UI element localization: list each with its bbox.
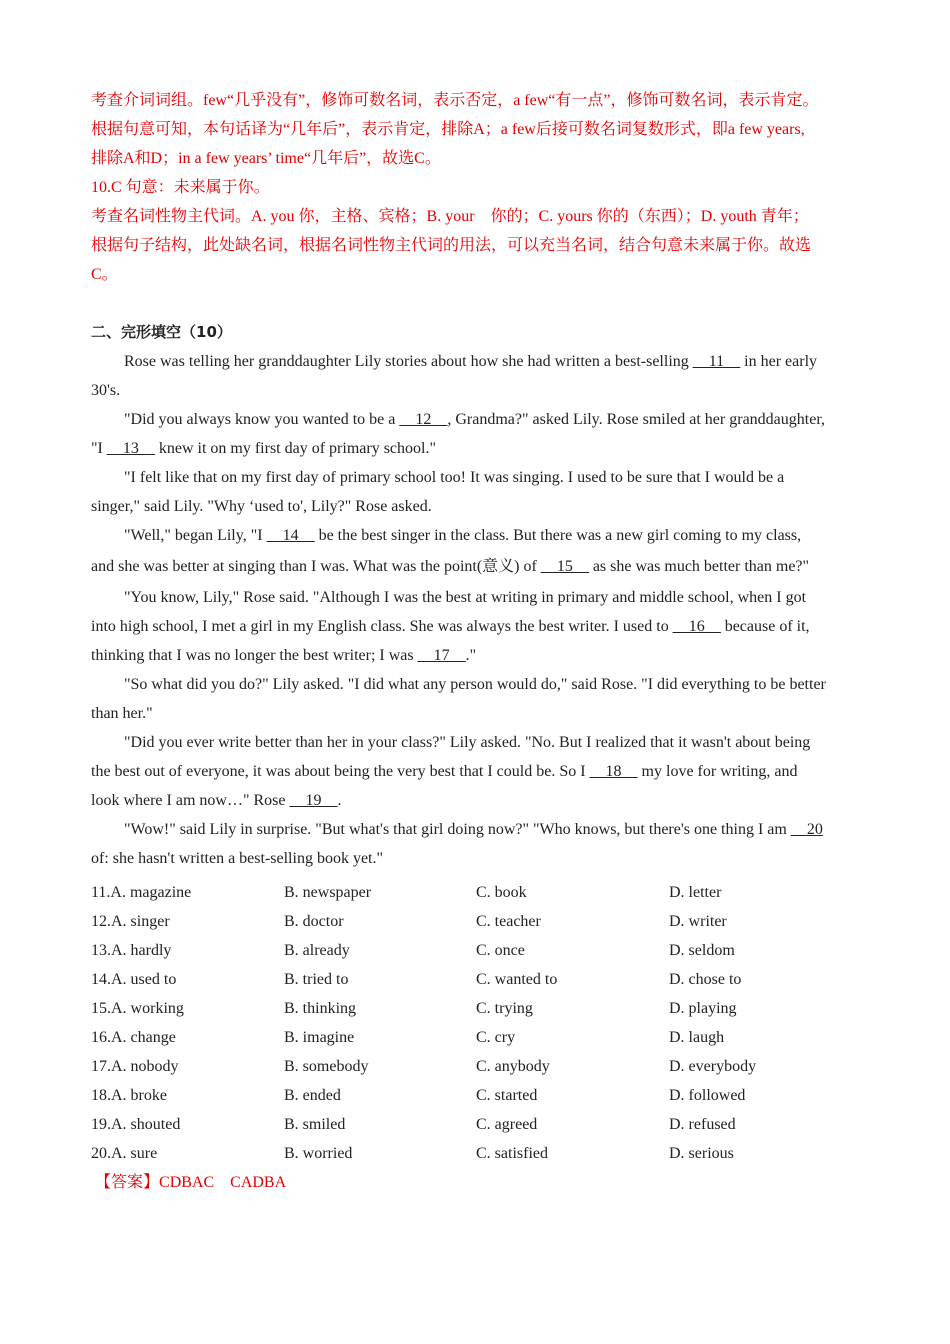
option-c: C. teacher xyxy=(476,913,541,930)
option-row xyxy=(91,965,861,994)
passage-text: Rose was telling her granddaughter Lily stories about how she had written a best-selling xyxy=(124,353,693,370)
passage-line xyxy=(91,641,861,670)
passage-line: "Did you ever write better than her in your class?" Lily asked. "No. But I realized that it wasn't about being xyxy=(124,734,811,751)
option-c: C. satisfied xyxy=(476,1145,548,1162)
option-row xyxy=(91,994,861,1023)
option-row xyxy=(91,1023,861,1052)
passage-text: , Grandma?" asked Lily. Rose smiled at her granddaughter, xyxy=(447,411,825,428)
passage-line: "I felt like that on my first day of primary school too! It was singing. I used to be sure that I would be a xyxy=(124,469,785,486)
option-d: D. followed xyxy=(669,1087,746,1104)
section-heading-wrap xyxy=(91,318,861,347)
explanation-line: 根据句子结构，此处缺名词，根据名词性物主代词的用法，可以充当名词，结合句意未来属于你。故选 xyxy=(91,237,812,254)
option-a: 14.A. used to xyxy=(91,971,177,988)
option-c: C. book xyxy=(476,884,527,901)
option-d: D. laugh xyxy=(669,1029,725,1046)
section-title: 二、完形填空（10） xyxy=(91,323,232,341)
blank-17: __17__ xyxy=(417,647,466,664)
option-a: 16.A. change xyxy=(91,1029,176,1046)
passage-line: "So what did you do?" Lily asked. "I did what any person would do," said Rose. "I did everything to be better xyxy=(124,676,826,693)
option-d: D. chose to xyxy=(669,971,742,988)
passage-text: "I xyxy=(91,440,107,457)
option-d: D. playing xyxy=(669,1000,737,1017)
explanation-line: 根据句意可知，本句话译为“几年后”，表示肯定，排除A；a few后接可数名词复数形式，即a few years, xyxy=(91,121,805,138)
passage-line xyxy=(91,757,861,786)
option-c: C. wanted to xyxy=(476,971,558,988)
explanation-line: C。 xyxy=(91,266,118,283)
passage-line: singer," said Lily. "Why ‘used to', Lily?" Rose asked. xyxy=(91,498,432,515)
blank-14: __14__ xyxy=(266,527,315,544)
passage-text: and she was better at singing than I was. What was the point(意义) of xyxy=(91,558,541,575)
passage-text: ." xyxy=(465,647,477,664)
option-row xyxy=(91,1081,861,1110)
cloze-passage xyxy=(91,347,861,873)
passage-line xyxy=(91,405,861,434)
option-d: D. letter xyxy=(669,884,722,901)
option-a: 13.A. hardly xyxy=(91,942,172,959)
answer-line xyxy=(95,1168,861,1197)
option-b: B. tried to xyxy=(284,971,349,988)
option-d: D. refused xyxy=(669,1116,736,1133)
option-a: 19.A. shouted xyxy=(91,1116,181,1133)
passage-line xyxy=(91,612,861,641)
option-b: B. newspaper xyxy=(284,884,372,901)
passage-line: than her." xyxy=(91,705,153,722)
answer-label: 【答案】 xyxy=(95,1174,160,1191)
option-c: C. agreed xyxy=(476,1116,538,1133)
blank-18: __18__ xyxy=(589,763,638,780)
option-a: 18.A. broke xyxy=(91,1087,167,1104)
blank-11: __11__ xyxy=(692,353,741,370)
option-a: 20.A. sure xyxy=(91,1145,158,1162)
passage-text: into high school, I met a girl in my English class. She was always the best writer. I used to xyxy=(91,618,673,635)
blank-16: __16__ xyxy=(672,618,721,635)
options-list xyxy=(91,878,861,1197)
passage-text: the best out of everyone, it was about being the very best that I could be. So I xyxy=(91,763,590,780)
explanation-line: 考查名词性物主代词。A. you 你，主格、宾格；B. your 你的；C. yours 你的（东西）；D. youth 青年； xyxy=(91,208,809,225)
option-b: B. ended xyxy=(284,1087,341,1104)
blank-12: __12__ xyxy=(399,411,448,428)
passage-line: of: she hasn't written a best-selling book yet." xyxy=(91,850,384,867)
option-a: 15.A. working xyxy=(91,1000,184,1017)
passage-text: knew it on my first day of primary school." xyxy=(154,440,437,457)
explanation-line: 排除A和D；in a few years’ time“几年后”，故选C。 xyxy=(91,150,441,167)
passage-text: "Well," began Lily, "I xyxy=(124,527,267,544)
option-b: B. worried xyxy=(284,1145,353,1162)
passage-text: . xyxy=(337,792,342,809)
passage-text: because of it, xyxy=(720,618,810,635)
passage-line: 30's. xyxy=(91,382,121,399)
option-a: 12.A. singer xyxy=(91,913,170,930)
option-row xyxy=(91,907,861,936)
explanation-line: 考查介词词组。few“几乎没有”，修饰可数名词，表示否定，a few“有一点”，修饰可数名词，表示肯定。 xyxy=(91,92,819,109)
passage-line xyxy=(91,347,861,376)
option-b: B. imagine xyxy=(284,1029,355,1046)
passage-text: as she was much better than me?" xyxy=(588,558,810,575)
option-b: B. doctor xyxy=(284,913,344,930)
passage-line: "You know, Lily," Rose said. "Although I was the best at writing in primary and middle school, when I got xyxy=(124,589,807,606)
blank-19: __19__ xyxy=(289,792,338,809)
option-a: 11.A. magazine xyxy=(91,884,192,901)
option-c: C. trying xyxy=(476,1000,533,1017)
option-row xyxy=(91,1110,861,1139)
option-row xyxy=(91,1052,861,1081)
option-row xyxy=(91,878,861,907)
passage-text: my love for writing, and xyxy=(637,763,798,780)
passage-line xyxy=(91,521,861,550)
option-c: C. anybody xyxy=(476,1058,550,1075)
passage-text: in her early xyxy=(740,353,818,370)
option-c: C. started xyxy=(476,1087,538,1104)
option-c: C. once xyxy=(476,942,525,959)
option-d: D. writer xyxy=(669,913,727,930)
option-row xyxy=(91,1139,861,1168)
option-d: D. serious xyxy=(669,1145,734,1162)
option-d: D. seldom xyxy=(669,942,735,959)
passage-text: thinking that I was no longer the best writer; I was xyxy=(91,647,418,664)
passage-line xyxy=(91,815,861,844)
option-b: B. already xyxy=(284,942,350,959)
blank-13: __13__ xyxy=(106,440,155,457)
passage-line xyxy=(91,550,861,583)
passage-text: be the best singer in the class. But there was a new girl coming to my class, xyxy=(314,527,802,544)
answer-value: CDBAC CADBA xyxy=(159,1174,287,1191)
option-row xyxy=(91,936,861,965)
passage-line xyxy=(91,786,861,815)
option-a: 17.A. nobody xyxy=(91,1058,179,1075)
explanation-line: 10.C 句意：未来属于你。 xyxy=(91,179,270,196)
passage-text: look where I am now…" Rose xyxy=(91,792,290,809)
passage-text: "Wow!" said Lily in surprise. "But what's that girl doing now?" "Who knows, but there's one thing I am xyxy=(124,821,791,838)
passage-text: "Did you always know you wanted to be a xyxy=(124,411,400,428)
passage-line xyxy=(91,434,861,463)
option-b: B. smiled xyxy=(284,1116,346,1133)
option-c: C. cry xyxy=(476,1029,516,1046)
blank-15: __15__ xyxy=(540,558,589,575)
blank-20: __20 xyxy=(790,821,823,838)
answer-explanation xyxy=(91,86,861,289)
option-b: B. somebody xyxy=(284,1058,369,1075)
option-b: B. thinking xyxy=(284,1000,357,1017)
option-d: D. everybody xyxy=(669,1058,757,1075)
